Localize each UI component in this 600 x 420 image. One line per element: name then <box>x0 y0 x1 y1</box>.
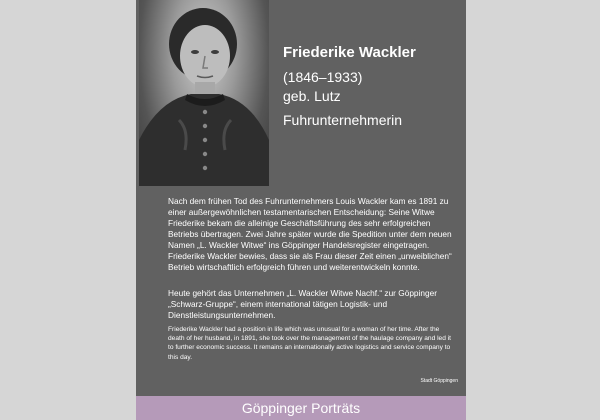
birth-name: geb. Lutz <box>283 88 341 104</box>
occupation: Fuhrunternehmerin <box>283 112 403 128</box>
footer-band <box>136 396 466 420</box>
series-title: Göppinger Porträts <box>241 400 361 416</box>
person-name: Friederike Wackler <box>283 44 416 61</box>
english-summary: Friederike Wackler had a position in life which was unusual for a woman of her time. After the death of her husband, in 1891, she took over the management of the haulage company and led it to further economic success. It remains an internationally active logistics and service company to this day. <box>168 326 451 361</box>
life-dates: (1846–1933) <box>283 69 363 85</box>
portrait-photo <box>139 0 269 186</box>
biography-paragraph-1: Nach dem frühen Tod des Fuhrunternehmers Louis Wackler kam es 1891 zu einer außergewöhnlichen testamentarischen Entscheidung: Seine Witwe Friederike bekam die alleinige Geschäftsführung des sehr erfolgreichen Betriebs übertragen. Zwei Jahre später wurde die Spedition unter dem neuen Namen „L. Wackler Witwe“ ins Göppinger Handelsregister eingetragen. Friederike Wackler bewies, dass sie als Frau dieser Zeit einen „unweiblichen“ Betrieb wirtschaftlich erfolgreich führen und weiterentwickeln konnte. <box>168 196 452 272</box>
credit-label: Stadt Göppingen <box>420 378 458 384</box>
portrait-illustration <box>139 0 269 186</box>
biography-paragraph-2: Heute gehört das Unternehmen „L. Wackler Witwe Nachf.“ zur Göppinger „Schwarz-Gruppe“, einem international tätigen Logistik- und Dienstleistungsunternehmen. <box>168 288 437 320</box>
